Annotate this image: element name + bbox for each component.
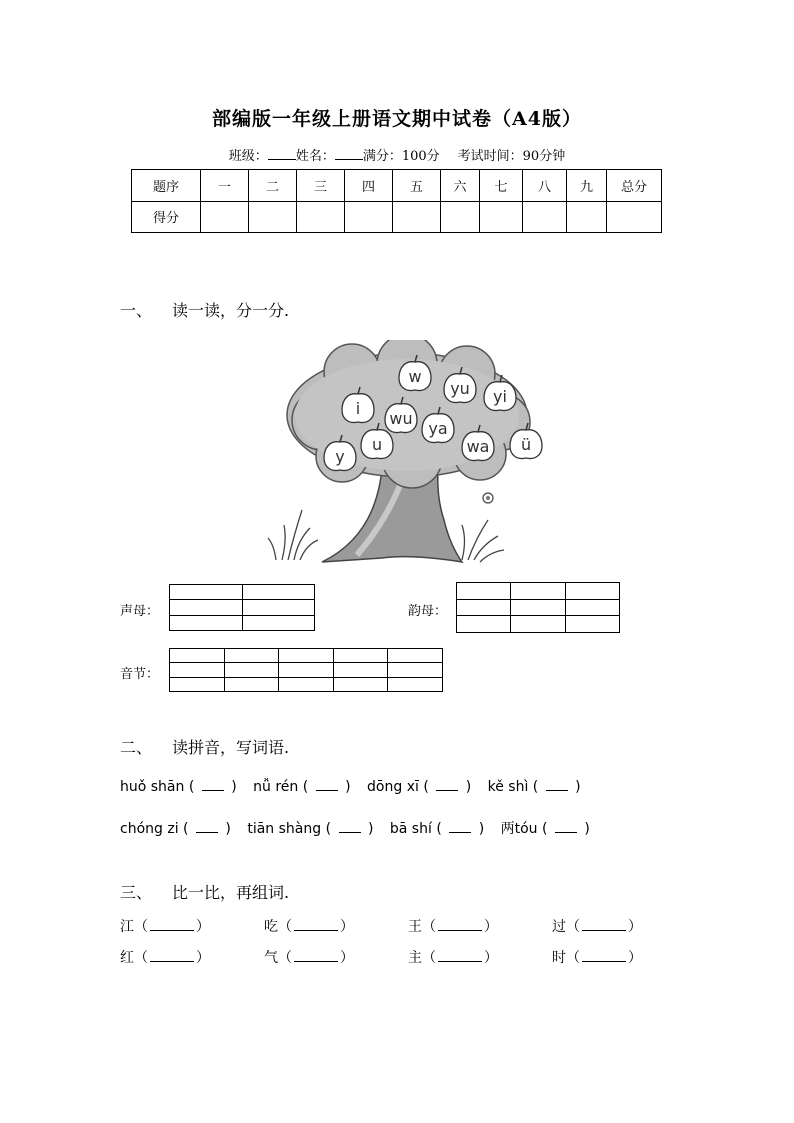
grid-cell[interactable]: [511, 599, 565, 616]
answer-blank[interactable]: [438, 918, 482, 931]
pinyin-text: huǒ shān: [120, 779, 185, 795]
score-cell[interactable]: [480, 201, 523, 233]
score-cell[interactable]: [201, 201, 249, 233]
char-item: 气（ ）: [264, 950, 354, 966]
score-header-cell: 七: [480, 170, 523, 202]
flower-icon: [483, 493, 493, 503]
grid-cell[interactable]: [279, 649, 334, 663]
char-text: 吃: [264, 919, 278, 935]
apple-label: ya: [428, 419, 448, 438]
score-row-label: 得分: [132, 201, 201, 233]
apple-label: wa: [466, 437, 490, 456]
grid-cell[interactable]: [511, 583, 565, 600]
section2-number: 二、: [120, 738, 153, 757]
pinyin-text: bā shí: [389, 821, 432, 837]
class-label: 班级：: [228, 149, 268, 164]
char-item: 王（ ）: [408, 919, 498, 935]
pinyin-item: huǒ shān ( ): [120, 779, 237, 795]
answer-blank[interactable]: [555, 820, 577, 833]
pinyin-item: nǚ rén ( ): [253, 779, 351, 795]
score-table: [131, 169, 662, 233]
char-text: 气: [264, 950, 278, 966]
score-cell[interactable]: [441, 201, 480, 233]
score-header-row: [132, 170, 662, 202]
score-header-cell: 三: [297, 170, 345, 202]
pinyin-row-2: [120, 818, 602, 838]
score-header-cell: 九: [567, 170, 607, 202]
section3-heading: [120, 880, 289, 903]
info-line: [0, 145, 794, 164]
section1-heading: [120, 298, 289, 321]
pinyin-item: 两tóu ( ): [500, 821, 590, 837]
grid-cell[interactable]: [170, 585, 243, 600]
grid-cell[interactable]: [279, 677, 334, 691]
pinyin-text: dōng xī: [367, 779, 419, 795]
grid-cell[interactable]: [224, 649, 279, 663]
pinyin-text: kě shì: [487, 779, 529, 795]
grid-cell[interactable]: [565, 599, 619, 616]
score-header-cell: 题序: [132, 170, 201, 202]
score-cell[interactable]: [393, 201, 441, 233]
grid-cell[interactable]: [457, 599, 511, 616]
section1-title: 读一读，分一分.: [172, 301, 290, 320]
grid-cell[interactable]: [457, 583, 511, 600]
pinyin-text: 两tóu: [500, 821, 538, 837]
answer-blank[interactable]: [449, 820, 471, 833]
char-item: 过（ ）: [552, 919, 642, 935]
pinyin-item: dōng xī ( ): [367, 779, 472, 795]
pinyin-item: kě shì ( ): [487, 779, 581, 795]
apple-tree-illustration: [262, 340, 552, 570]
section2-heading: [120, 735, 289, 758]
grid-cell[interactable]: [333, 649, 388, 663]
score-cell[interactable]: [523, 201, 567, 233]
grid-cell[interactable]: [170, 663, 225, 677]
score-cell[interactable]: [345, 201, 393, 233]
char-item: 红（ ）: [120, 950, 210, 966]
pinyin-item: bā shí ( ): [389, 821, 485, 837]
grid-cell[interactable]: [242, 600, 315, 615]
grid-cell[interactable]: [388, 649, 443, 663]
char-text: 红: [120, 950, 134, 966]
char-row-1: [120, 916, 696, 936]
yunmu-label: 韵母：: [408, 604, 448, 619]
answer-blank[interactable]: [202, 778, 224, 791]
score-header-cell: 五: [393, 170, 441, 202]
score-header-cell: 八: [523, 170, 567, 202]
yinjie-grid: [169, 648, 443, 692]
apple-label: wu: [389, 409, 413, 428]
grid-cell[interactable]: [279, 663, 334, 677]
answer-blank[interactable]: [150, 949, 194, 962]
section3-number: 三、: [120, 883, 153, 902]
name-blank[interactable]: [335, 147, 363, 160]
shengmu-label: 声母：: [120, 604, 160, 619]
grid-cell[interactable]: [224, 677, 279, 691]
apple-label: w: [408, 367, 422, 386]
score-value-row: [132, 201, 662, 233]
answer-blank[interactable]: [339, 820, 361, 833]
answer-blank[interactable]: [582, 918, 626, 931]
grid-cell[interactable]: [333, 663, 388, 677]
score-header-cell: 二: [249, 170, 297, 202]
char-row-2: [120, 947, 696, 967]
pinyin-text: tiān shàng: [247, 821, 322, 837]
char-item: 吃（ ）: [264, 919, 354, 935]
score-cell[interactable]: [607, 201, 662, 233]
char-text: 时: [552, 950, 566, 966]
class-blank[interactable]: [268, 147, 296, 160]
name-label: 姓名：: [295, 149, 335, 164]
answer-blank[interactable]: [438, 949, 482, 962]
apple-label: y: [335, 447, 345, 466]
apple-label: yu: [450, 379, 470, 398]
section1-number: 一、: [120, 301, 153, 320]
grid-cell[interactable]: [457, 616, 511, 633]
grid-cell[interactable]: [170, 615, 243, 630]
page-title: 部编版一年级上册语文期中试卷（A4版）: [212, 108, 582, 130]
char-item: 江（ ）: [120, 919, 210, 935]
answer-blank[interactable]: [294, 918, 338, 931]
score-cell[interactable]: [297, 201, 345, 233]
apple-label: u: [371, 435, 383, 454]
grid-cell[interactable]: [224, 663, 279, 677]
answer-blank[interactable]: [436, 778, 458, 791]
apple-label: i: [355, 399, 361, 418]
grid-cell[interactable]: [242, 585, 315, 600]
pinyin-item: chóng zi ( ): [120, 821, 231, 837]
answer-blank[interactable]: [316, 778, 338, 791]
char-text: 过: [552, 919, 566, 935]
apple-label: yi: [493, 387, 507, 406]
grid-cell[interactable]: [388, 663, 443, 677]
answer-blank[interactable]: [294, 949, 338, 962]
char-item: 时（ ）: [552, 950, 642, 966]
exam-time: 考试时间：90分钟: [457, 149, 566, 164]
char-item: 主（ ）: [408, 950, 498, 966]
score-cell[interactable]: [249, 201, 297, 233]
answer-blank[interactable]: [546, 778, 568, 791]
yunmu-grid: [456, 582, 620, 633]
section2-title: 读拼音，写词语.: [172, 738, 290, 757]
pinyin-row-1: [120, 778, 593, 795]
shengmu-grid: [169, 584, 315, 631]
yinjie-label: 音节：: [120, 667, 160, 682]
char-text: 主: [408, 950, 422, 966]
char-text: 江: [120, 919, 134, 935]
pinyin-text: chóng zi: [120, 821, 179, 837]
pinyin-item: tiān shàng ( ): [247, 821, 374, 837]
score-header-cell: 六: [441, 170, 480, 202]
grid-cell[interactable]: [333, 677, 388, 691]
grid-cell[interactable]: [388, 677, 443, 691]
score-header-cell: 一: [201, 170, 249, 202]
section3-title: 比一比，再组词.: [172, 883, 290, 902]
score-cell[interactable]: [567, 201, 607, 233]
grid-cell[interactable]: [170, 600, 243, 615]
grid-cell[interactable]: [565, 583, 619, 600]
grid-cell[interactable]: [242, 615, 315, 630]
score-header-cell: 总分: [607, 170, 662, 202]
answer-blank[interactable]: [582, 949, 626, 962]
score-header-cell: 四: [345, 170, 393, 202]
grid-cell[interactable]: [511, 616, 565, 633]
full-score: 满分：100分: [362, 149, 440, 164]
char-text: 王: [408, 919, 422, 935]
grid-cell[interactable]: [170, 649, 225, 663]
grid-cell[interactable]: [565, 616, 619, 633]
apple-label: ü: [520, 435, 532, 454]
pinyin-text: nǚ rén: [253, 779, 299, 795]
answer-blank[interactable]: [150, 918, 194, 931]
grass-left: [268, 510, 318, 560]
answer-blank[interactable]: [196, 820, 218, 833]
grid-cell[interactable]: [170, 677, 225, 691]
